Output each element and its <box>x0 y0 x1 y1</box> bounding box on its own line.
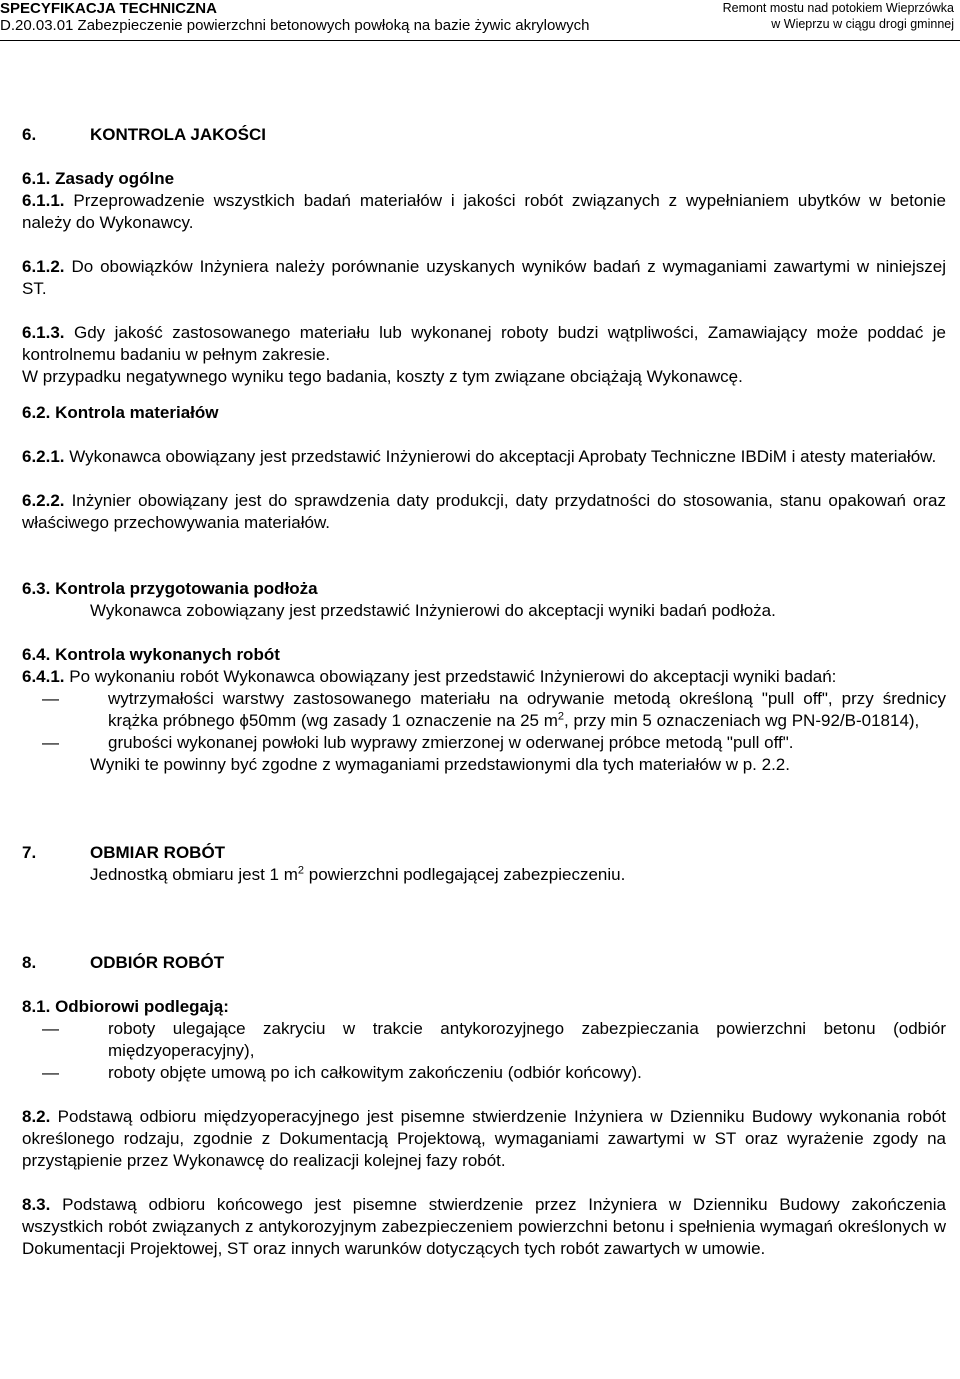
spec-subtitle: D.20.03.01 Zabezpieczenie powierzchni betonowych powłoką na bazie żywic akrylowych <box>0 17 590 34</box>
list-item-text: wytrzymałości warstwy zastosowanego materiału na odrywanie metodą określoną "pull off", przy średnicy krążka próbnego ϕ50mm (wg zasady 1 oznaczenie na 25 m <box>108 689 946 730</box>
list-item <box>22 732 946 754</box>
paragraph-8-3 <box>22 1194 946 1260</box>
section-title: KONTROLA JAKOŚCI <box>90 125 266 144</box>
paragraph-number: 6.2.1. <box>22 447 65 466</box>
section-number: 6. <box>22 125 37 144</box>
section-7-heading <box>22 842 946 864</box>
paragraph-text: Przeprowadzenie wszystkich badań materiałów i jakości robót związanych z wypełnianiem ubytków w betonie należy do Wykonawcy. <box>22 191 946 232</box>
paragraph-number: 6.1.2. <box>22 257 65 276</box>
paragraph-text: Podstawą odbioru międzyoperacyjnego jest pisemne stwierdzenie Inżyniera w Dzienniku Budowy wykonania robót określonego rodzaju, zgodnie z Dokumentacją Projektową, wymaganiami zawartymi w ST oraz wyrażenie zgody na przystąpienie przez Wykonawcę do realizacji kolejnej fazy robót. <box>22 1107 946 1170</box>
page-header <box>0 0 960 41</box>
paragraph-6-1-1 <box>22 190 946 234</box>
paragraph-text: Do obowiązków Inżyniera należy porównanie uzyskanych wyników badań z wymaganiami zawartymi w niniejszej ST. <box>22 257 946 298</box>
project-name-line2: w Wieprzu w ciągu drogi gminnej <box>771 17 954 31</box>
paragraph-text: Podstawą odbioru końcowego jest pisemne stwierdzenie przez Inżyniera w Dzienniku Budowy zakończenia wszystkich robót związanych z antykorozyjnym zabezpieczeniem powierzchni betonu i spełnienia wymagań określonych w Dokumentacji Projektowej, ST oraz innych warunków dotyczących tych robót zawartych w umowie. <box>22 1195 946 1258</box>
section-title: OBMIAR ROBÓT <box>90 843 226 862</box>
paragraph-number: 8.3. <box>22 1195 51 1214</box>
subsection-6-1-heading: 6.1. Zasady ogólne <box>22 169 175 188</box>
dash-bullet: — <box>42 1019 59 1038</box>
project-name-line1: Remont mostu nad potokiem Wieprzówka <box>722 1 954 15</box>
paragraph-text: Po wykonaniu robót Wykonawca obowiązany jest przedstawić Inżynierowi do akceptacji wyniki badań: <box>69 667 837 686</box>
paragraph-6-4-1 <box>22 666 946 688</box>
subsection-6-3-heading: 6.3. Kontrola przygotowania podłoża <box>22 579 318 598</box>
paragraph-6-2-1 <box>22 446 946 468</box>
paragraph-number: 6.1.3. <box>22 323 65 342</box>
paragraph-number: 8.2. <box>22 1107 51 1126</box>
dash-bullet: — <box>42 733 59 752</box>
paragraph-6-1-2 <box>22 256 946 300</box>
section-6-heading <box>22 124 946 146</box>
list-item <box>22 688 946 732</box>
list-item-text: roboty objęte umową po ich całkowitym zakończeniu (odbiór końcowy). <box>108 1063 642 1082</box>
paragraph-text-cont: powierzchni podlegającej zabezpieczeniu. <box>304 865 626 884</box>
test-results-list <box>22 688 946 754</box>
list-item-text: grubości wykonanej powłoki lub wyprawy zmierzonej w oderwanej próbce metodą "pull off". <box>108 733 794 752</box>
paragraph-text: Gdy jakość zastosowanego materiału lub wykonanej roboty budzi wątpliwości, Zamawiający może poddać je kontrolnemu badaniu w pełnym zakresie. <box>22 323 946 364</box>
document-body <box>22 124 946 1260</box>
section-number: 7. <box>22 843 37 862</box>
section-8-heading <box>22 952 946 974</box>
paragraph-text: Wykonawca obowiązany jest przedstawić Inżynierowi do akceptacji Aprobaty Techniczne IBDiM i atesty materiałów. <box>69 447 937 466</box>
list-item-text: roboty ulegające zakryciu w trakcie antykorozyjnego zabezpieczania powierzchni betonu (odbiór międzyoperacyjny), <box>108 1019 946 1060</box>
paragraph-number: 6.2.2. <box>22 491 65 510</box>
paragraph-6-2-2 <box>22 490 946 534</box>
section-title: ODBIÓR ROBÓT <box>90 953 225 972</box>
paragraph-6-1-3 <box>22 322 946 366</box>
acceptance-list <box>22 1018 946 1084</box>
subsection-8-1-heading: 8.1. Odbiorowi podlegają: <box>22 997 229 1016</box>
superscript: 2 <box>297 864 305 877</box>
superscript: 2 <box>557 710 564 723</box>
paragraph-7 <box>22 864 946 886</box>
list-item <box>22 1062 946 1084</box>
spec-title: SPECYFIKACJA TECHNICZNA <box>0 0 217 17</box>
paragraph-6-4-1-tail: Wyniki te powinny być zgodne z wymaganiami przedstawionymi dla tych materiałów w p. 2.2. <box>90 755 790 774</box>
paragraph-text: Jednostką obmiaru jest 1 m <box>90 865 298 884</box>
section-number: 8. <box>22 953 37 972</box>
subsection-6-2-heading: 6.2. Kontrola materiałów <box>22 403 219 422</box>
paragraph-text: Inżynier obowiązany jest do sprawdzenia daty produkcji, daty przydatności do stosowania, stanu opakowań oraz właściwego przechowywania materiałów. <box>22 491 947 532</box>
dash-bullet: — <box>42 689 59 708</box>
paragraph-8-2 <box>22 1106 946 1172</box>
list-item-text-cont: , przy min 5 oznaczeniach wg PN-92/B-01814), <box>564 711 920 730</box>
list-item <box>22 1018 946 1062</box>
subsection-6-4-heading: 6.4. Kontrola wykonanych robót <box>22 645 280 664</box>
paragraph-6-3: Wykonawca zobowiązany jest przedstawić Inżynierowi do akceptacji wyniki badań podłoża. <box>90 601 776 620</box>
paragraph-number: 6.1.1. <box>22 191 65 210</box>
paragraph-number: 6.4.1. <box>22 667 65 686</box>
paragraph-6-1-3-continuation: W przypadku negatywnego wyniku tego badania, koszty z tym związane obciążają Wykonawcę. <box>22 367 743 386</box>
dash-bullet: — <box>42 1063 59 1082</box>
